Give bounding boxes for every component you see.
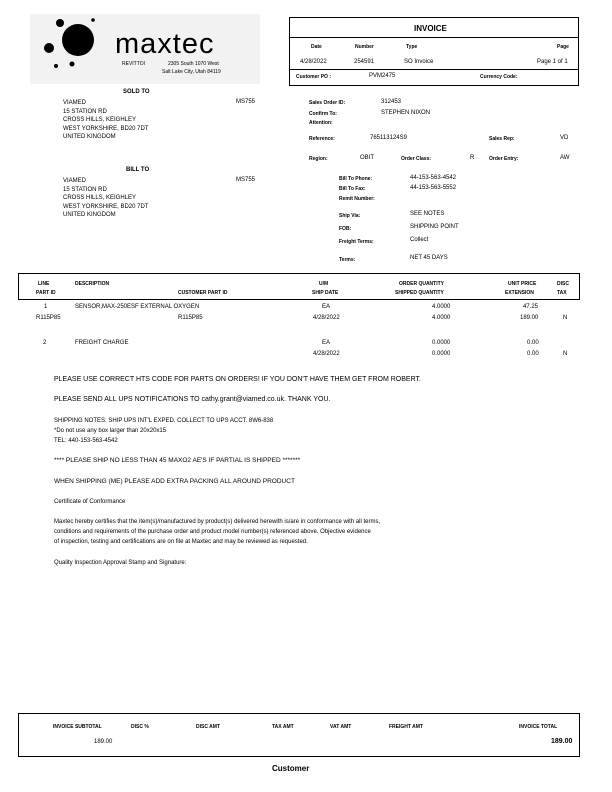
region: OBIT [360, 155, 375, 161]
invoice-total: 189.00 [551, 738, 573, 745]
confirm-to-label: Confirm To: [309, 111, 337, 117]
sold-to-line: WEST YORKSHIRE, BD20 7DT [63, 125, 149, 132]
col-header-customer-part-id: CUSTOMER PART ID [178, 290, 228, 296]
certificate-text-1: Maxtec hereby certifies that the item(s)/manufactured by product(s) delivered herewith is/are in conformance with all terms, [54, 519, 381, 525]
currency-code-label: Currency Code: [480, 74, 518, 80]
row1-customer-part-id: R115P85 [178, 315, 203, 321]
freight-terms-label: Freight Terms: [339, 239, 374, 245]
row2-unit-price: 0.00 [527, 340, 539, 346]
row1-order-qty: 4.0000 [432, 304, 451, 310]
sales-order-id: 312453 [381, 99, 402, 105]
totals-box [18, 713, 580, 757]
freight-amt-label: FREIGHT AMT [389, 724, 423, 730]
row2-extension: 0.00 [527, 351, 539, 357]
sold-to-line: 15 STATION RD [63, 108, 107, 115]
bill-to-phone-label: Bill To Phone: [339, 176, 373, 182]
terms-label: Terms: [339, 257, 356, 263]
invoice-page: Page 1 of 1 [537, 59, 568, 65]
sold-to-customer-id: MS755 [236, 99, 256, 105]
row2-um: EA [322, 340, 331, 346]
bill-to-phone: 44-153-563-4542 [410, 175, 457, 181]
invoice-subtotal: 189.00 [94, 739, 113, 745]
bill-to-line: CROSS HILLS, KEIGHLEY [63, 195, 137, 201]
note-shipping: SHIPPING NOTES: SHIP UPS INT'L EXPED. COLLECT TO UPS ACCT. 8W6-838 [54, 418, 274, 424]
quality-approval-label: Quality Inspection Approval Stamp and Signature: [54, 560, 187, 566]
col-header-extension: EXTENSION [505, 290, 534, 296]
certificate-heading: Certificate of Conformance [54, 499, 126, 505]
bill-to-line: WEST YORKSHIRE, BD20 7DT [63, 203, 149, 210]
note-box-size: *Do not use any box larger than 20x20x15 [54, 428, 167, 434]
col-header-ship-date: SHIP DATE [312, 290, 339, 296]
sold-to-line: CROSS HILLS, KEIGHLEY [63, 117, 137, 123]
row2-order-qty: 0.0000 [432, 340, 451, 346]
row1-line: 1 [44, 304, 48, 310]
disc-pct-label: DISC % [131, 724, 149, 730]
company-name: maxtec [115, 28, 215, 60]
bill-to-customer-id: MS755 [236, 177, 256, 183]
col-header-unit-price: UNIT PRICE [508, 281, 537, 287]
order-class: R [470, 155, 475, 161]
col-header-order-qty: ORDER QUANTITY [399, 281, 444, 287]
region-label: Region: [309, 156, 328, 162]
revitto-label: REVITTOI [122, 61, 145, 67]
customer-po-label: Customer PO : [296, 74, 332, 80]
remit-number-label: Remit Number: [339, 196, 375, 202]
invoice-subtotal-label: INVOICE SUBTOTAL [53, 724, 102, 730]
disc-amt-label: DISC AMT [196, 724, 220, 730]
copy-label: Customer [272, 764, 310, 773]
row2-tax: N [563, 351, 568, 357]
note-phone: TEL: 440-153-563-4542 [54, 438, 118, 444]
note-extra-packing: WHEN SHIPPING (ME) PLEASE ADD EXTRA PACKING ALL AROUND PRODUCT [54, 478, 295, 485]
invoice-type: SO Invoice [404, 59, 434, 65]
row1-description: SENSOR,MAX-250ESF EXTERNAL OXYGEN [75, 304, 200, 310]
col-header-line: LINE [38, 281, 50, 287]
note-partial-shipment: **** PLEASE SHIP NO LESS THAN 45 MAXO2 AE'S IF PARTIAL IS SHIPPED ******* [54, 457, 301, 464]
attention-label: Attention: [309, 120, 333, 126]
row2-line: 2 [43, 340, 47, 346]
invoice-number: 254591 [354, 59, 375, 65]
freight-terms: Collect [410, 237, 429, 243]
bill-to-line: VIAMED [63, 178, 87, 184]
vat-amt-label: VAT AMT [330, 724, 352, 730]
col-header-um: U/M [319, 281, 329, 287]
bill-to-address [63, 177, 148, 220]
invoice-total-label: INVOICE TOTAL [519, 724, 558, 730]
col-header-tax: TAX [557, 290, 567, 296]
reference: 765113124S9 [370, 135, 407, 141]
row1-shipped-qty: 4.0000 [432, 315, 451, 321]
order-entry: AW [560, 155, 570, 161]
invoice-date: 4/28/2022 [300, 59, 327, 65]
row1-unit-price: 47.25 [523, 304, 539, 310]
terms: NET 45 DAYS [410, 255, 448, 261]
note-hts-code: PLEASE USE CORRECT HTS CODE FOR PARTS ON ORDERS! IF YOU DON'T HAVE THEM GET FROM ROBERT. [54, 376, 421, 383]
company-address-line1: 2305 South 1070 West [168, 61, 219, 67]
bill-to-line: UNITED KINGDOM [63, 212, 116, 218]
bill-to-line: 15 STATION RD [63, 186, 107, 193]
order-entry-label: Order Entry: [489, 156, 519, 162]
col-header-description: DESCRIPTION [75, 281, 110, 287]
date-label: Date [311, 44, 322, 50]
row1-ship-date: 4/28/2022 [313, 315, 340, 321]
sales-order-label: Sales Order ID: [309, 100, 346, 106]
fob-label: FOB: [339, 226, 352, 232]
bill-to-fax-label: Bill To Fax: [339, 186, 366, 192]
row1-tax: N [563, 315, 568, 321]
page-label: Page [557, 44, 569, 50]
row1-part-id: R115P85 [36, 315, 61, 321]
row2-description: FREIGHT CHARGE [75, 340, 129, 346]
col-header-disc: DISC [557, 281, 569, 287]
tax-amt-label: TAX AMT [272, 724, 294, 730]
certificate-text-3: of inspection, testing and certifications are on file at Maxtec and may be reviewed as requested. [54, 539, 308, 545]
bill-to-fax: 44-153-563-5552 [410, 185, 457, 191]
sold-to-line: UNITED KINGDOM [63, 134, 116, 140]
company-address-line2: Salt Lake City, Utah 84119 [162, 69, 221, 75]
certificate-text-2: conditions and requirements of the purchase order and product model number(s) referenced above. Objective evidence [54, 529, 371, 535]
col-header-part-id: PART ID [36, 290, 56, 296]
bill-to-label: BILL TO [126, 167, 150, 173]
col-header-shipped-qty: SHIPPED QUANTITY [395, 290, 444, 296]
row1-extension: 189.00 [520, 315, 539, 321]
sold-to-label: SOLD TO [123, 89, 150, 95]
customer-po: PVM2475 [369, 73, 396, 79]
confirm-to: STEPHEN NIXON [381, 110, 431, 116]
ship-via: SEE NOTES [410, 211, 445, 217]
type-label: Type [406, 44, 418, 50]
ship-via-label: Ship Via: [339, 213, 361, 219]
sales-rep-label: Sales Rep: [489, 136, 515, 142]
row2-ship-date: 4/28/2022 [313, 351, 340, 357]
note-ups-notifications: PLEASE SEND ALL UPS NOTIFICATIONS TO cathy.grant@viamed.co.uk. THANK YOU. [54, 396, 331, 403]
sales-rep: VD [560, 135, 569, 141]
sold-to-address [63, 99, 148, 142]
invoice-title: INVOICE [414, 24, 447, 33]
number-label: Number [355, 44, 374, 50]
row2-shipped-qty: 0.0000 [432, 351, 451, 357]
maxtec-logo-dots-icon [38, 16, 110, 80]
reference-label: Reference: [309, 136, 335, 142]
fob: SHIPPING POINT [410, 224, 459, 230]
sold-to-line: VIAMED [63, 100, 87, 106]
row1-um: EA [322, 304, 331, 310]
order-class-label: Order Class: [401, 156, 432, 162]
